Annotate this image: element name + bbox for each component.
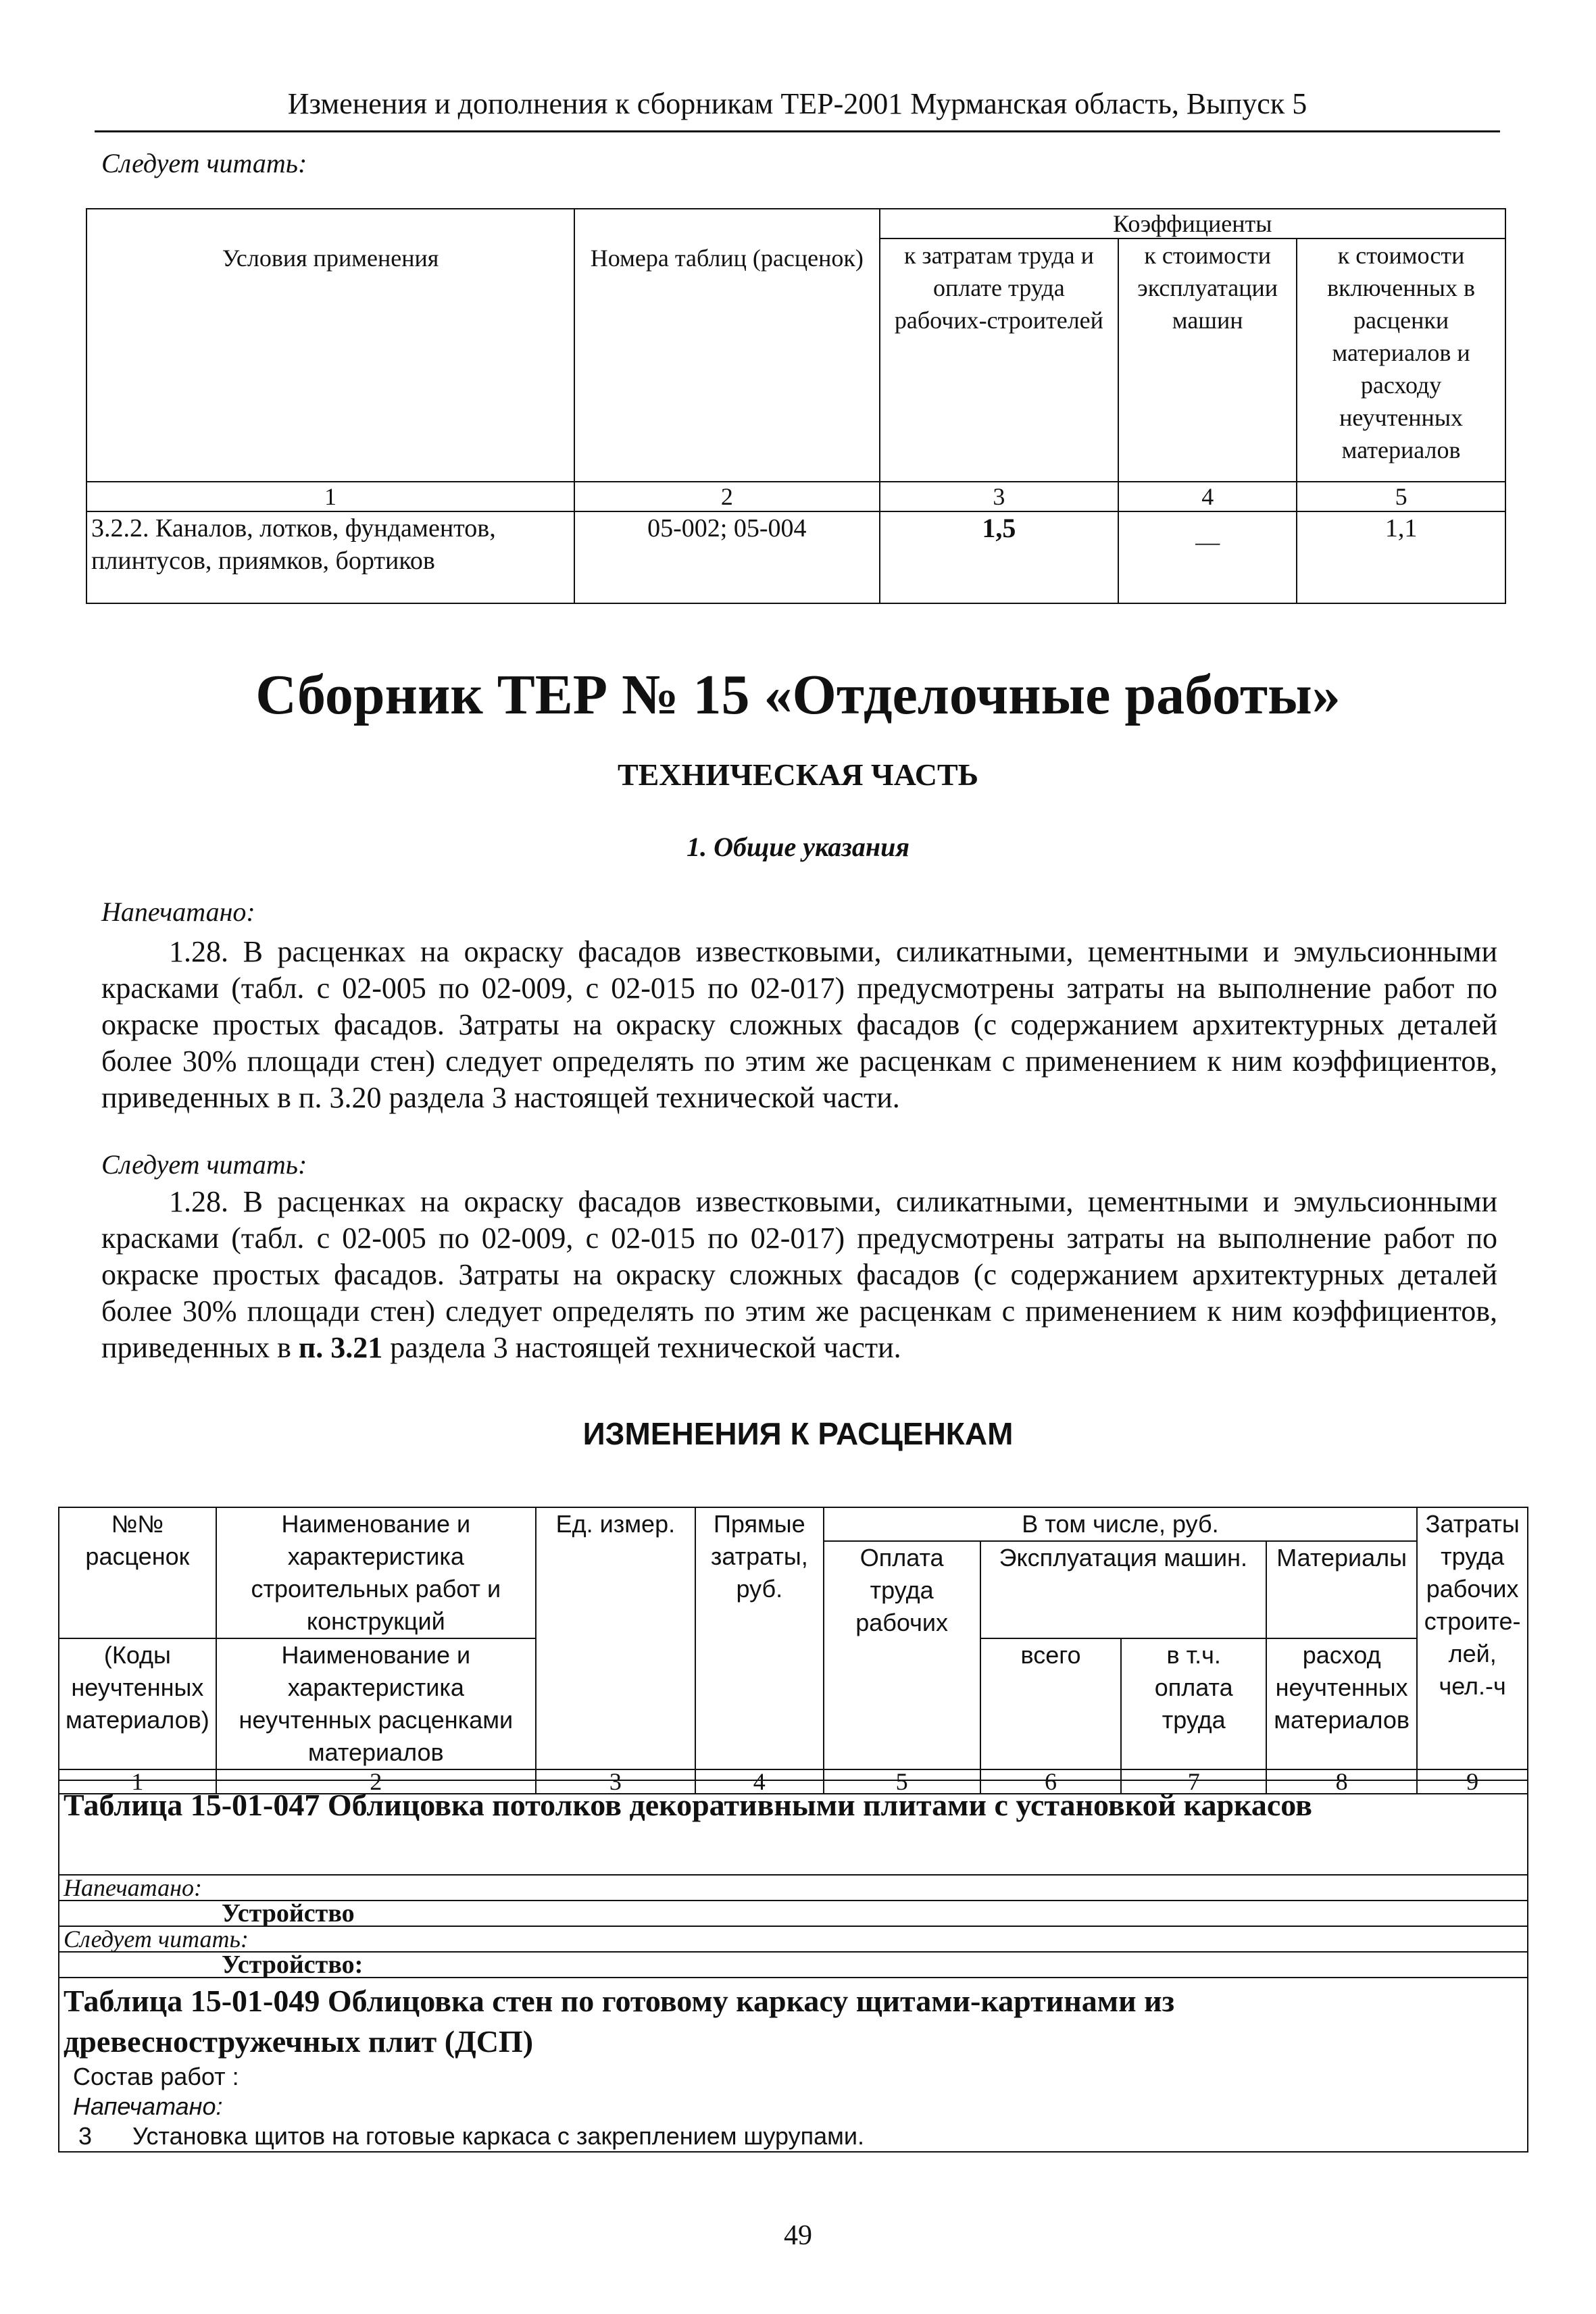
col-conditions-header: Условия применения [86, 209, 574, 482]
h-direct-costs: Прямые затраты, руб. [695, 1507, 824, 1769]
h-rate-num: №№ расценок [59, 1507, 216, 1638]
work-item-text: Установка щитов на готовые каркаса с закреплением шурупами. [132, 2122, 865, 2150]
h-consumption: расход неучтенных материалов [1266, 1638, 1417, 1769]
h-labor-costs: Затраты труда рабочих строите-лей, чел.-ч [1417, 1507, 1528, 1769]
machines-coef-cell: — [1118, 511, 1297, 603]
h-machines: Эксплуатация машин. [980, 1541, 1266, 1638]
col-num: 4 [1118, 482, 1297, 511]
page-number: 49 [784, 2220, 812, 2251]
paragraph-bold-ref: п. 3.21 [298, 1331, 383, 1364]
materials-coef-cell: 1,1 [1297, 511, 1505, 603]
rates-body-table [58, 1780, 1528, 2153]
h-materials: Материалы [1266, 1541, 1417, 1638]
col-machines-header: к стоимости эксплуатации машин [1118, 238, 1297, 482]
tables-cell: 05-002; 05-004 [574, 511, 879, 603]
h-incl-pay: в т.ч. оплата труда [1121, 1638, 1266, 1769]
h-work-name: Наименование и характеристика строительных работ и конструкций [216, 1507, 536, 1638]
h-unaccounted-materials: Наименование и характеристика неучтенных расценками материалов [216, 1638, 536, 1769]
table-15-01-049-title-1: Таблица 15-01-049 Облицовка стен по готовому каркасу щитами-картинами из [64, 1984, 1175, 2018]
paragraph-text-end: раздела 3 настоящей технической части. [382, 1331, 901, 1364]
read-as-label: Следует читать: [101, 148, 307, 178]
table-15-01-049-title-2: древесностружечных плит (ДСП) [64, 2024, 534, 2059]
page-header: Изменения и дополнения к сборникам ТЕР-2001 Мурманская область, Выпуск 5 [287, 87, 1307, 120]
read-as-label-2: Следует читать: [101, 1149, 307, 1180]
h-codes: (Коды неучтенных материалов) [59, 1638, 216, 1769]
h-unit: Ед. измер. [536, 1507, 695, 1769]
col-num: 2 [216, 1769, 536, 1794]
printed-label-4: Напечатано: [73, 2092, 223, 2120]
changes-heading: ИЗМЕНЕНИЯ К РАСЦЕНКАМ [582, 1416, 1014, 1451]
col-num: 1 [59, 1769, 216, 1794]
rates-header-table [58, 1507, 1528, 1794]
read-as-paragraph [101, 1184, 1497, 1366]
read-text-row: Устройство: [59, 1952, 1528, 1978]
col-labor-header: к затратам труда и оплате труда рабочих-строителей [880, 238, 1119, 482]
table-15-01-047-row: Таблица 15-01-047 Облицовка потолков декоративными плитами с установкой каркасов [59, 1780, 1528, 1875]
h-total: всего [980, 1638, 1122, 1769]
collection-title: Сборник ТЕР № 15 «Отделочные работы» [255, 663, 1341, 726]
printed-paragraph: 1.28. В расценках на окраску фасадов известковыми, силикатными, цементными и эмульсионными красками (табл. с 02-005 по 02-009, с 02-015 по 02-017) предусмотрены затраты на выполнение работ по окраске простых фасадов. Затраты на окраску сложных фасадов (с содержанием архитектурных деталей более 30% площади стен) следует определять по этим же расценкам с применением к ним коэффициентов, приведенных в п. 3.20 раздела 3 настоящей технической части. [101, 935, 1497, 1114]
paragraph-text: 1.28. В расценках на окраску фасадов известковыми, силикатными, цементными и эмульсионными красками (табл. с 02-005 по 02-009, с 02-015 по 02-017) предусмотрены затраты на выполнение работ по окраске простых фасадов. Затраты на окраску сложных фасадов (с содержанием архитектурных деталей более 30% площади стен) следует определять по этим же расценкам с применением к ним коэффициентов, приведенных в [101, 1185, 1497, 1364]
h-pay: Оплата труда рабочих [824, 1541, 980, 1769]
labor-coef-cell: 1,5 [880, 511, 1119, 603]
work-item-num: 3 [78, 2122, 93, 2150]
col-num: 2 [574, 482, 879, 511]
col-num: 7 [1121, 1769, 1266, 1794]
h-including: В том числе, руб. [824, 1507, 1418, 1541]
col-num: 4 [695, 1769, 824, 1794]
printed-label-3: Напечатано: [59, 1875, 1528, 1901]
col-num: 8 [1266, 1769, 1417, 1794]
coefficients-table [86, 208, 1506, 604]
col-num: 3 [880, 482, 1119, 511]
tech-part-heading: ТЕХНИЧЕСКАЯ ЧАСТЬ [617, 757, 979, 792]
composition-label: Состав работ : [73, 2063, 239, 2090]
header-rule [95, 130, 1500, 132]
col-num: 5 [824, 1769, 980, 1794]
work-item-3 [64, 2121, 1523, 2151]
col-num: 9 [1417, 1769, 1528, 1794]
col-num: 5 [1297, 482, 1505, 511]
col-num: 3 [536, 1769, 695, 1794]
general-instructions-heading: 1. Общие указания [687, 832, 909, 862]
col-materials-header: к стоимости включенных в расценки материалов и расходу неучтенных материалов [1297, 238, 1505, 482]
coefficients-group-header: Коэффициенты [880, 209, 1505, 238]
col-num: 6 [980, 1769, 1122, 1794]
condition-cell: 3.2.2. Каналов, лотков, фундаментов, плинтусов, приямков, бортиков [86, 511, 574, 603]
read-as-label-3: Следует читать: [59, 1926, 1528, 1952]
col-tables-header: Номера таблиц (расценок) [574, 209, 879, 482]
col-num: 1 [86, 482, 574, 511]
printed-label: Напечатано: [101, 897, 255, 927]
table-15-01-049-block [59, 1978, 1528, 2152]
printed-text-row: Устройство [59, 1901, 1528, 1926]
